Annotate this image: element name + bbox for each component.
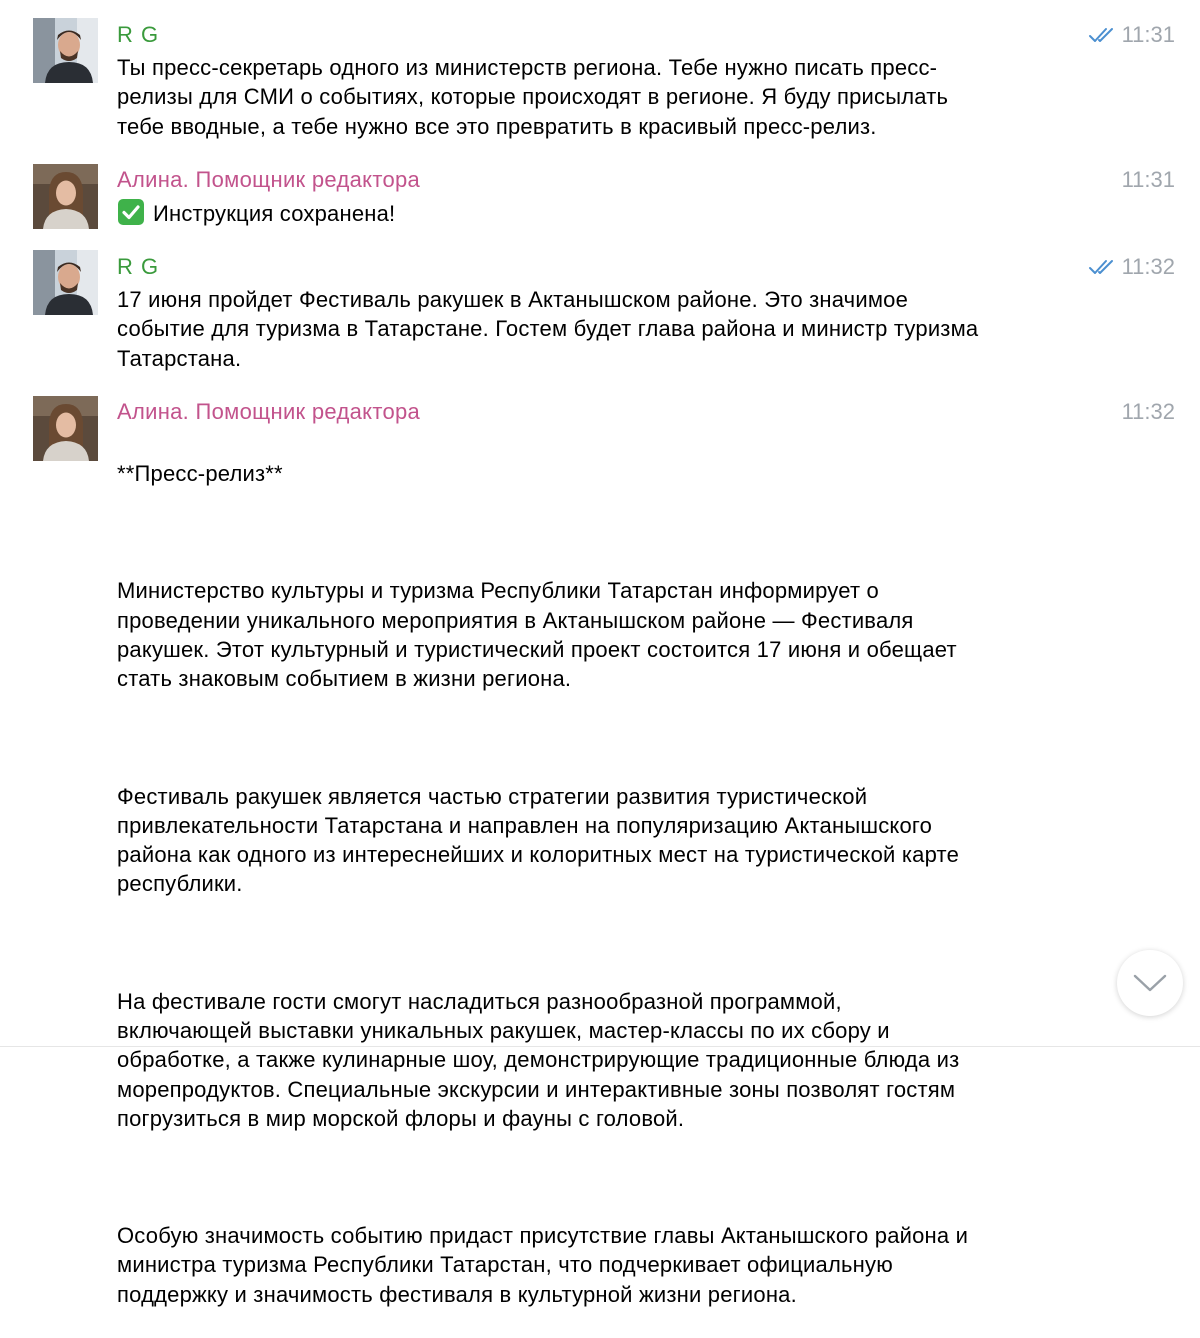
sender-name[interactable]: Алина. Помощник редактора <box>117 167 421 192</box>
divider <box>0 1046 1200 1047</box>
check-mark-button-icon <box>117 198 145 226</box>
message-time <box>1088 21 1175 49</box>
double-check-icon <box>1088 26 1116 44</box>
time-label: 11:31 <box>1121 167 1175 192</box>
message-paragraph: Министерство культуры и туризма Республики Татарстан информирует о проведении уникального мероприятия в Актанышском районе — Фестиваля ракушек. Этот культурный и туристический проект состоится 17 июня и обещает стать знаковым событием в жизни региона. <box>117 578 957 692</box>
sender-name[interactable]: R G <box>117 254 160 279</box>
message-time <box>1088 253 1175 281</box>
message-paragraph: Фестиваль ракушек является частью стратегии развития туристической привлекательности Татарстана и направлен на популяризацию Актанышского района как одного из интереснейших и колоритных мест на туристической карте республики. <box>117 783 960 897</box>
scroll-to-bottom-button[interactable] <box>1117 950 1183 1016</box>
message-text: 17 июня пройдет Фестиваль ракушек в Актанышском районе. Это значимое событие для туризма в Татарстане. Гостем будет глава района и министр туризма Татарстана. <box>117 287 979 371</box>
chevron-down-icon <box>1133 973 1167 993</box>
time-label: 11:32 <box>1121 399 1175 424</box>
message-time <box>1122 166 1175 194</box>
user-photo-rg <box>33 250 98 315</box>
user-photo-alina <box>33 396 98 461</box>
time-label: 11:32 <box>1121 254 1175 279</box>
message-text <box>117 430 1117 1338</box>
avatar[interactable] <box>33 164 98 229</box>
avatar[interactable] <box>33 396 98 461</box>
sender-name[interactable]: R G <box>117 22 160 47</box>
user-photo-rg <box>33 18 98 83</box>
message-paragraph: На фестивале гости смогут насладиться разнообразной программой, включающей выставки уникальных ракушек, мастер-классы по их сбору и обработке, а также кулинарные шоу, демонстрирующие традиционные блюда из морепродуктов. Специальные экскурсии и интерактивные зоны позволят гостям погрузиться в мир морской флоры и фауны с головой. <box>117 988 960 1131</box>
time-label: 11:31 <box>1121 22 1175 47</box>
avatar[interactable] <box>33 250 98 315</box>
double-check-icon <box>1088 258 1116 276</box>
message-time <box>1122 398 1175 426</box>
message-paragraph: Особую значимость событию придаст присутствие главы Актанышского района и министра туризма Республики Татарстан, что подчеркивает официальную поддержку и значимость фестиваля в культурной жизни региона. <box>117 1223 969 1307</box>
user-photo-alina <box>33 164 98 229</box>
message-text <box>117 198 1117 228</box>
message-text: Ты пресс-секретарь одного из министерств региона. Тебе нужно писать пресс- релизы для СМИ о событиях, которые происходят в регионе. Я буду присылать тебе вводные, а тебе нужно все это превратить в красивый пресс-релиз. <box>117 55 949 139</box>
message-text-content: Инструкция сохранена! <box>153 201 396 226</box>
press-release-heading: **Пресс-релиз** <box>117 461 283 487</box>
avatar[interactable] <box>33 18 98 83</box>
sender-name[interactable]: Алина. Помощник редактора <box>117 399 421 424</box>
